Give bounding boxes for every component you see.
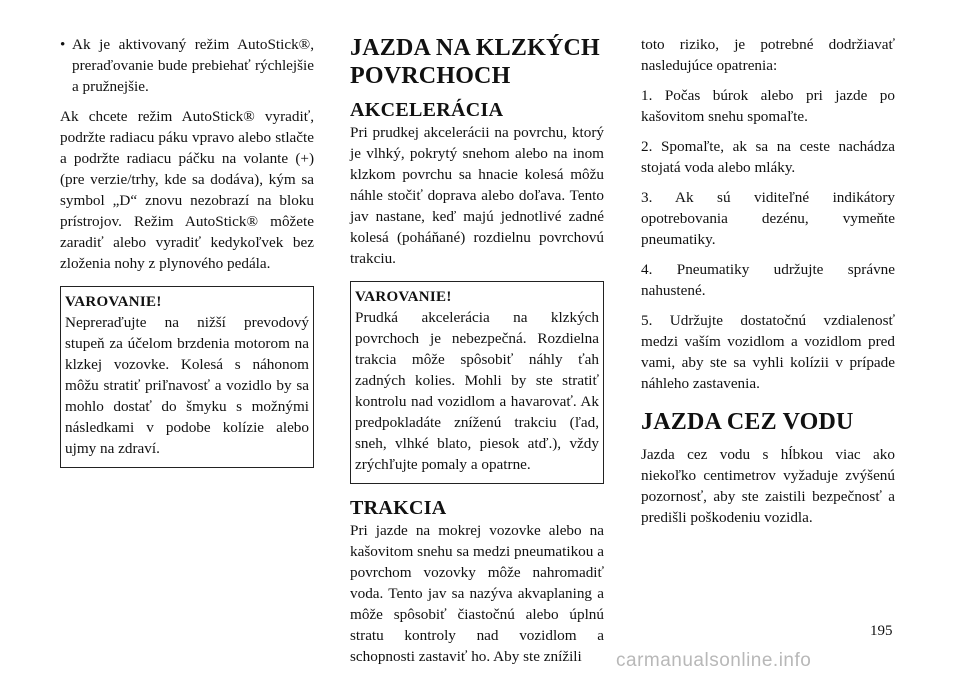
warning-title: VAROVANIE! xyxy=(355,289,452,305)
warning-text: Prudká akcelerácia na klzkých povrchoch je nebezpečná. Rozdielna trakcia môže spôsobiť náhly ťah zadných kolies. Mohli by ste stratiť kontrolu nad vozidlom a havarovať. Ak predpokladáte zníženú trakciu (ľad, sneh, vlhké blato, piesok atď.), vždy zrýchľujte pomaly a opatrne. xyxy=(355,309,599,473)
precaution-item: 5. Udržujte dostatočnú vzdialenosť medzi vaším vozidlom a vozidlom pred vami, aby ste sa vyhli kolízii v prípade náhleho zastavenia. xyxy=(641,312,895,392)
page-number: 195 xyxy=(870,623,893,639)
warning-title: VAROVANIE! xyxy=(65,294,162,310)
middle-column xyxy=(350,34,604,676)
bullet-dot: • xyxy=(60,36,66,53)
subheading-acceleration: AKCELERÁCIA xyxy=(350,99,504,121)
warning-box-downshift xyxy=(60,286,314,468)
autostick-paragraph: Ak chcete režim AutoStick® vyradiť, podržte radiacu páku vpravo alebo stlačte a podržte radiacu páčku na volante (+) (pre verzie/trhy, kde sa dodáva), kým sa symbol „D“ znovu nezobrazí na bloku prístrojov. Režim AutoStick® môžete zaradiť alebo vyradiť kedykoľvek bez zloženia nohy z plynového pedála. xyxy=(60,108,314,272)
precaution-item: 1. Počas búrok alebo pri jazde po kašovitom snehu spomaľte. xyxy=(641,87,895,125)
right-column xyxy=(641,34,895,537)
traction-continued: toto riziko, je potrebné dodržiavať nasledujúce opatrenia: xyxy=(641,36,895,74)
section-heading-slippery: JAZDA NA KLZKÝCH POVRCHOCH xyxy=(350,35,600,89)
autostick-bullet xyxy=(60,34,314,97)
traction-paragraph: Pri jazde na mokrej vozovke alebo na kašovitom snehu sa medzi pneumatikou a povrchom vozovky môže nahromadiť voda. Tento jav sa nazýva akvaplaning a môže spôsobiť čiastočnú alebo úplnú stratu kontroly nad vozidlom a schopnosti zastaviť ho. Aby ste znížili xyxy=(350,522,604,665)
precaution-item: 2. Spomaľte, ak sa na ceste nachádza stojatá voda alebo mláky. xyxy=(641,138,895,176)
precaution-item: 3. Ak sú viditeľné indikátory opotrebovania dezénu, vymeňte pneumatiky. xyxy=(641,189,895,248)
left-column xyxy=(60,34,314,480)
warning-box-acceleration xyxy=(350,281,604,484)
watermark[interactable]: carmanualsonline.info xyxy=(616,650,812,671)
subheading-traction: TRAKCIA xyxy=(350,497,447,519)
precaution-item: 4. Pneumatiky udržujte správne nahustené. xyxy=(641,261,895,299)
bullet-text: Ak je aktivovaný režim AutoStick®, preraďovanie bude prebiehať rýchlejšie a pružnejšie. xyxy=(72,36,314,95)
water-paragraph: Jazda cez vodu s hĺbkou viac ako niekoľko centimetrov vyžaduje zvýšenú pozornosť, aby ste zaistili bezpečnosť a predišli poškodeniu vozidla. xyxy=(641,446,895,526)
warning-text: Nepreraďujte na nižší prevodový stupeň za účelom brzdenia motorom na klzkej vozovke. Kolesá s náhonom môžu stratiť priľnavosť a vozidlo by sa mohlo dostať do šmyku s možnými následkami v podobe kolízie alebo ujmy na zdraví. xyxy=(65,314,309,457)
section-heading-water: JAZDA CEZ VODU xyxy=(641,409,854,435)
acceleration-paragraph: Pri prudkej akcelerácii na povrchu, ktorý je vlhký, pokrytý snehom alebo na inom klzkom povrchu sa hnacie kolesá môžu náhle stočiť doprava alebo doľava. Tento jav nastane, keď majú jednotlivé zadné kolesá (poháňané) rozdielnu povrchovú trakciu. xyxy=(350,124,604,267)
